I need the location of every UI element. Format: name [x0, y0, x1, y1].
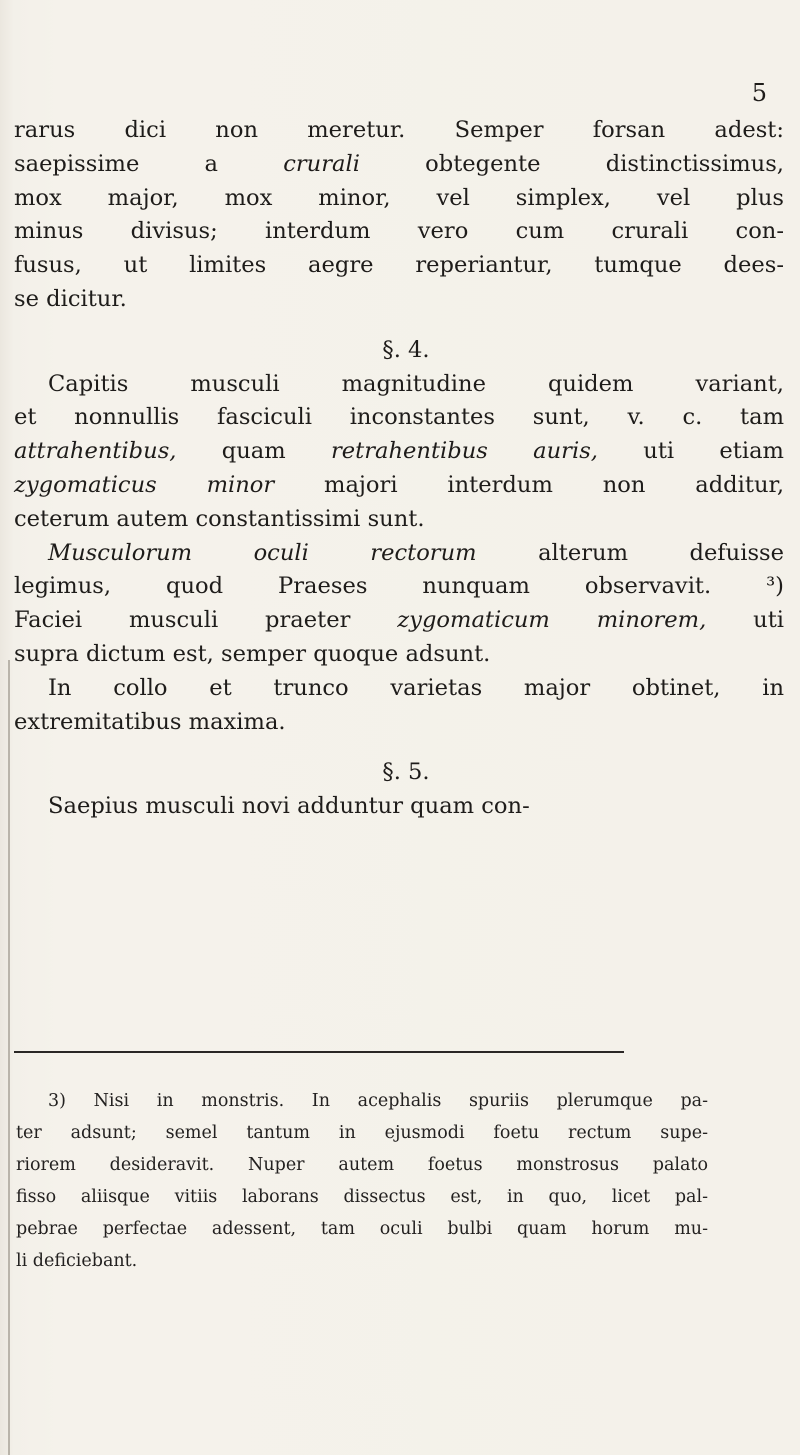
italic-term: attrahentibus, [14, 438, 177, 465]
text-line [14, 148, 784, 182]
text-segment: majori interdum non additur, [324, 471, 784, 498]
footnote-line: pebrae perfectae adessent, tam oculi bulbi quam horum mu- [16, 1219, 708, 1239]
text-line: rarus dici non meretur. Semper forsan adest: [14, 117, 784, 143]
italic-term: retrahentibus auris, [330, 438, 598, 465]
italic-term: crurali [283, 150, 360, 177]
text-line [14, 469, 784, 503]
footnote-line: fisso aliisque vitiis laborans dissectus est, in quo, licet pal- [16, 1187, 708, 1207]
text-line: et nonnullis fasciculi inconstantes sunt, v. c. tam [14, 404, 784, 431]
text-segment: Faciei musculi praeter [14, 607, 351, 634]
text-line [14, 604, 784, 638]
footnote-line: ter adsunt; semel tantum in ejusmodi foetu rectum supe- [16, 1123, 708, 1143]
text-line: In collo et trunco varietas major obtinet, in [48, 674, 784, 701]
text-segment: alterum defuisse [538, 539, 785, 566]
text-line: ceterum autem constantissimi sunt. [14, 505, 425, 532]
footnote-line: li deficiebant. [16, 1251, 138, 1271]
text-line: extremitatibus maxima. [14, 708, 286, 735]
text-segment: quam [221, 438, 286, 465]
text-line: legimus, quod Praeses nunquam observavit. ³) [14, 573, 784, 600]
italic-term: zygomaticus minor [14, 471, 275, 498]
text-line: mox major, mox minor, vel simplex, vel plus [14, 184, 784, 211]
footnote-separator [14, 1051, 624, 1053]
text-segment: obtegente distinctissimus, [425, 150, 784, 177]
text-line: Capitis musculi magnitudine quidem variant, [48, 370, 784, 397]
text-line: supra dictum est, semper quoque adsunt. [14, 640, 491, 667]
text-segment: saepissime a [14, 150, 219, 177]
page-edge-shadow [8, 660, 10, 1455]
footnote-line: 3) Nisi in monstris. In acephalis spuriis plerumque pa- [48, 1091, 708, 1111]
text-segment: uti [753, 607, 785, 634]
main-text [14, 114, 784, 824]
text-line [14, 537, 784, 571]
section-heading: §. 4. [382, 336, 430, 363]
text-line: fusus, ut limites aegre reperiantur, tumque dees- [14, 252, 784, 279]
text-line: minus divisus; interdum vero cum crurali con- [14, 218, 784, 245]
text-line: se dicitur. [14, 285, 127, 312]
text-line: Saepius musculi novi adduntur quam con- [48, 793, 530, 820]
italic-term: Musculorum oculi rectorum [48, 539, 477, 566]
footnote-line: riorem desideravit. Nuper autem foetus monstrosus palato [16, 1155, 708, 1175]
footnotes [16, 1085, 708, 1277]
section-heading: §. 5. [382, 759, 430, 786]
page-number: 5 [751, 79, 767, 107]
text-line [14, 435, 784, 469]
text-segment: uti etiam [643, 438, 784, 465]
italic-term: zygomaticum minorem, [397, 607, 707, 634]
